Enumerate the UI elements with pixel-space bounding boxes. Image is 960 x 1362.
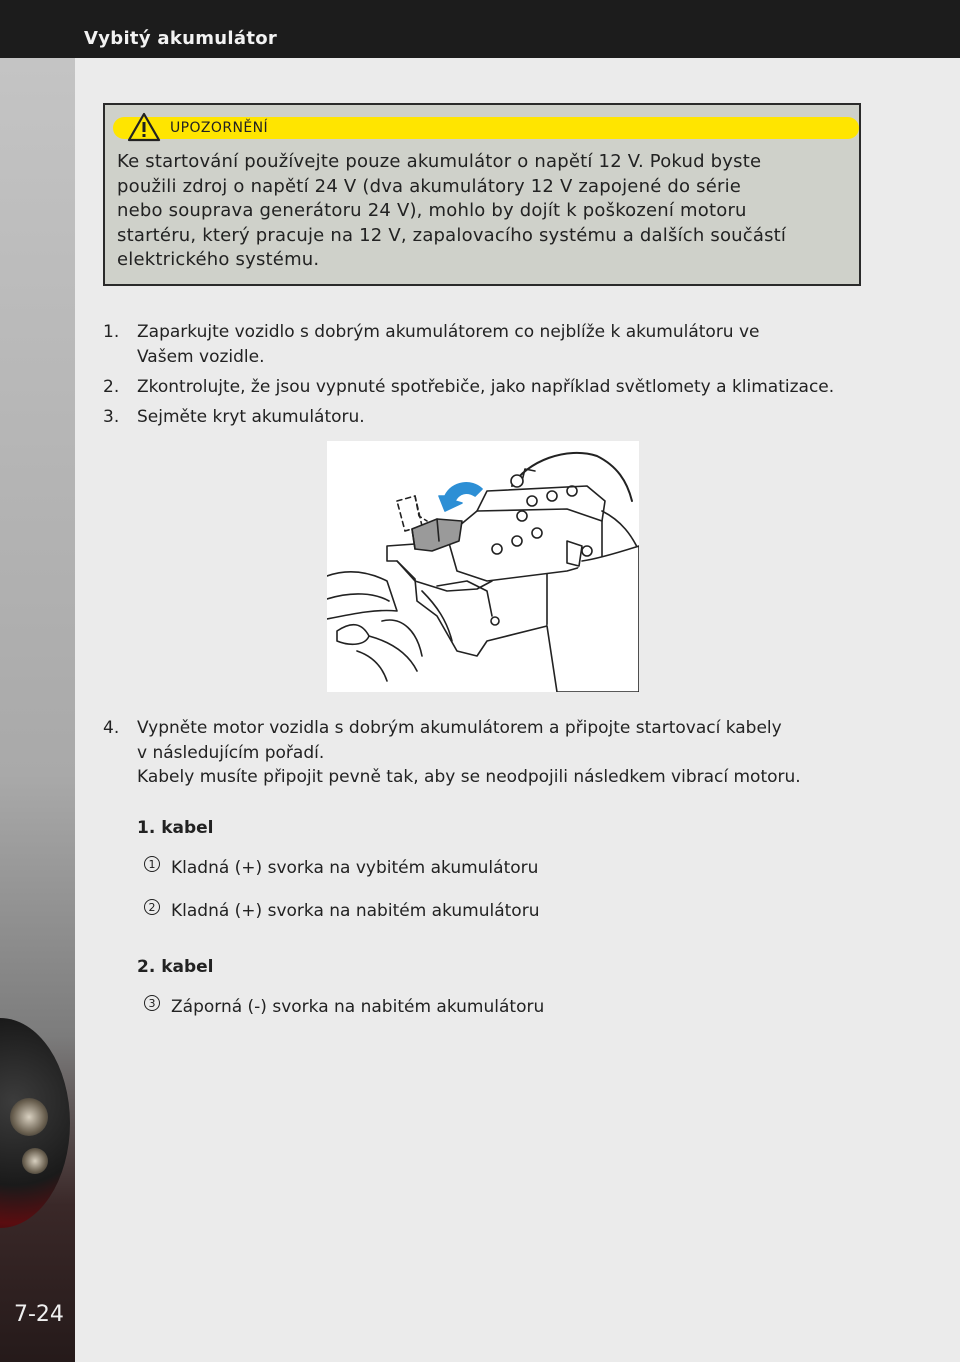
warning-line: použili zdroj o napětí 24 V (dva akumulátory 12 V zapojené do série bbox=[117, 175, 742, 197]
battery-cover-illustration bbox=[327, 441, 639, 692]
step-text: Vašem vozidle. bbox=[137, 346, 265, 367]
cable-item-text: Kladná (+) svorka na vybitém akumulátoru bbox=[171, 858, 539, 878]
warning-label: UPOZORNĚNÍ bbox=[170, 120, 268, 136]
step-text: Sejměte kryt akumulátoru. bbox=[137, 407, 365, 427]
rotate-arrow-icon bbox=[439, 483, 482, 511]
cable-item-text: Kladná (+) svorka na nabitém akumulátoru bbox=[171, 901, 540, 921]
circled-number-icon: 3 bbox=[144, 995, 160, 1011]
step-text: Vypněte motor vozidla s dobrým akumulátorem a připojte startovací kabely bbox=[137, 718, 782, 738]
step-number: 3. bbox=[103, 407, 120, 427]
step-number: 4. bbox=[103, 718, 120, 738]
step-text: Zaparkujte vozidlo s dobrým akumulátorem co nejblíže k akumulátoru ve bbox=[137, 322, 760, 342]
step-text: v následujícím pořadí. bbox=[137, 742, 325, 763]
warning-box bbox=[103, 103, 861, 286]
step-number: 1. bbox=[103, 322, 120, 342]
page-number: 7-24 bbox=[14, 1302, 64, 1327]
warning-line: startéru, který pracuje na 12 V, zapalovacího systému a dalších součástí bbox=[117, 224, 787, 246]
cable-1-heading: 1. kabel bbox=[137, 818, 214, 838]
circled-number-icon: 2 bbox=[144, 899, 160, 915]
headlight-lamp-icon bbox=[22, 1148, 48, 1174]
step-text: Kabely musíte připojit pevně tak, aby se neodpojili následkem vibrací motoru. bbox=[137, 767, 801, 787]
warning-text bbox=[117, 150, 852, 273]
cable-2-heading: 2. kabel bbox=[137, 957, 214, 977]
page-title: Vybitý akumulátor bbox=[84, 28, 278, 49]
warning-line: Ke startování používejte pouze akumulátor o napětí 12 V. Pokud byste bbox=[117, 151, 762, 172]
step-number: 2. bbox=[103, 377, 120, 397]
page-header bbox=[0, 0, 960, 58]
sidebar-decoration bbox=[0, 58, 75, 1362]
warning-line: elektrického systému. bbox=[117, 249, 320, 270]
headlight-lamp-icon bbox=[10, 1098, 48, 1136]
warning-line: nebo souprava generátoru 24 V), mohlo by dojít k poškození motoru bbox=[117, 200, 747, 221]
cable-item-text: Záporná (-) svorka na nabitém akumulátoru bbox=[171, 997, 545, 1017]
warning-header bbox=[113, 117, 859, 139]
circled-number-icon: 1 bbox=[144, 856, 160, 872]
step-text: Zkontrolujte, že jsou vypnuté spotřebiče, jako například světlomety a klimatizace. bbox=[137, 377, 835, 397]
warning-triangle-icon bbox=[127, 112, 161, 142]
